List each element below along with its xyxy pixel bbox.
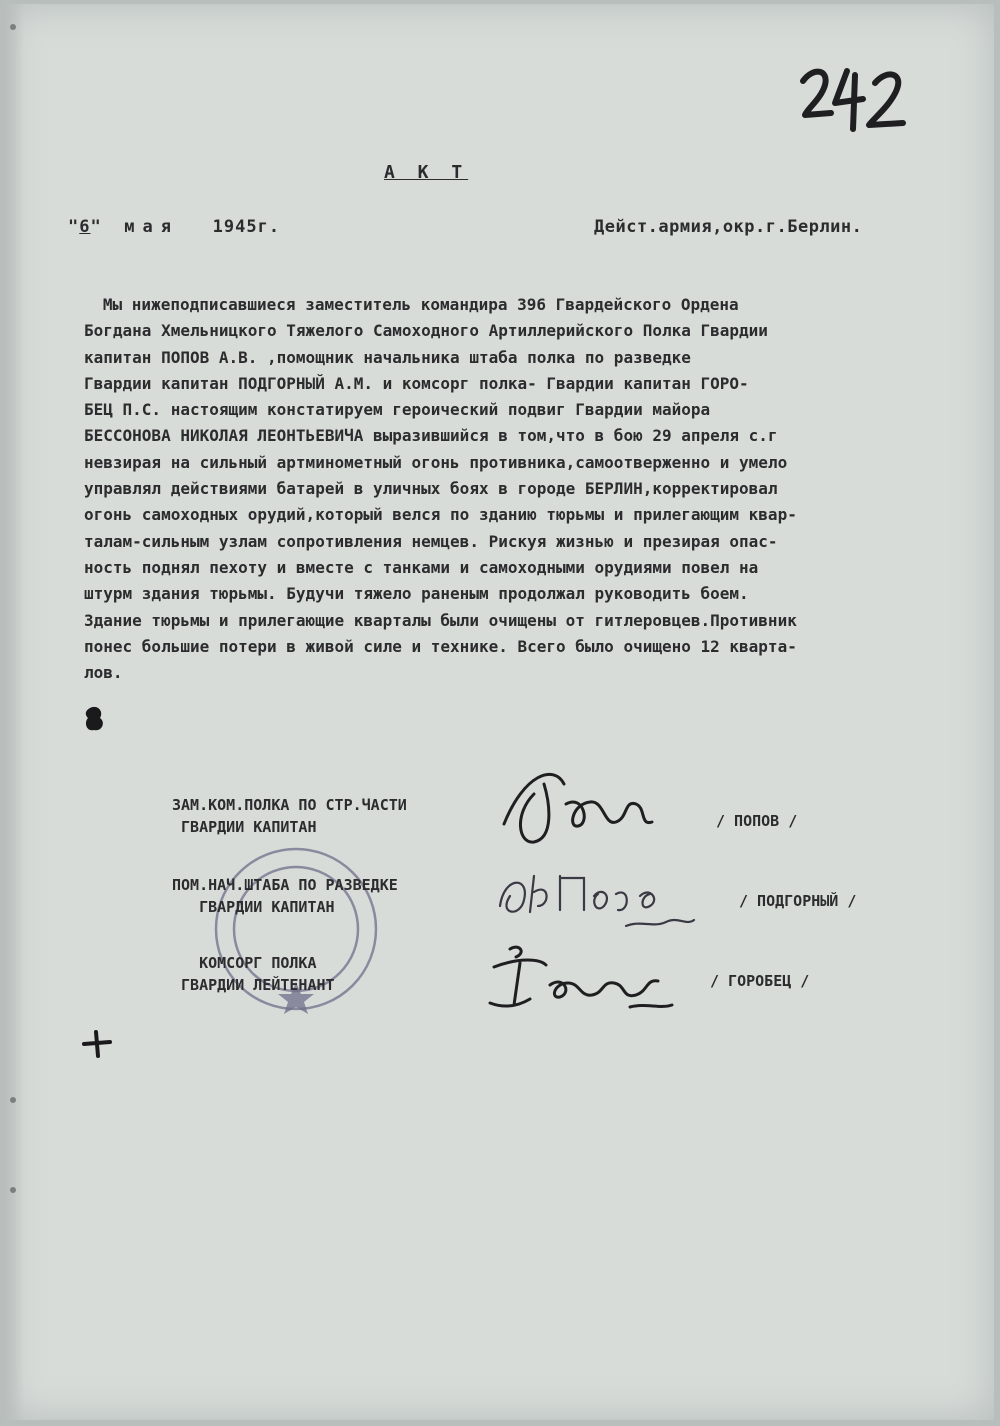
body-line: огонь самоходных орудий,который велся по зданию тюрьмы и прилегающим квар-: [84, 505, 797, 525]
body-line: БЕССОНОВА НИКОЛАЯ ЛЕОНТЬЕВИЧА выразившийся в том,что в бою 29 апреля с.г: [84, 426, 778, 446]
body-line: талам-сильным узлам сопротивления немцев. Рискуя жизнью и презирая опас-: [84, 531, 778, 551]
signature-role-1: [172, 794, 407, 838]
body-line: Мы нижеподписавшиеся заместитель командира 396 Гвардейского Ордена: [74, 295, 739, 314]
body-line: понес большие потери в живой силе и технике. Всего было очищено 12 кварта-: [84, 636, 797, 656]
body-line: Гвардии капитан ПОДГОРНЫЙ А.М. и комсорг полка- Гвардии капитан ГОРО-: [84, 373, 749, 393]
document-date: [68, 217, 280, 237]
ink-blot: [82, 704, 108, 734]
role-line: ГВАРДИИ ЛЕЙТЕНАНТ: [172, 976, 335, 994]
signature-role-3: [172, 952, 335, 996]
date-day: 6: [79, 217, 91, 237]
document-body: [74, 292, 984, 686]
handwritten-signature-2: [490, 856, 700, 946]
binding-hole-top: [10, 24, 16, 30]
date-quote-close: ": [90, 217, 102, 237]
date-year: 1945г.: [212, 217, 281, 237]
document-place: Дейст.армия,окр.г.Берлин.: [594, 217, 863, 237]
binding-hole-lower: [10, 1187, 16, 1193]
role-line: ГВАРДИИ КАПИТАН: [172, 898, 335, 916]
handwritten-signature-1: [494, 764, 664, 854]
document-title: А К Т: [384, 162, 469, 183]
body-line: Здание тюрьмы и прилегающие кварталы были очищены от гитлеровцев.Противник: [84, 610, 797, 630]
body-line: БЕЦ П.С. настоящим констатируем героический подвиг Гвардии майора: [84, 400, 711, 420]
body-line: ность поднял пехоту и вместе с танками и самоходными орудиями повел на: [84, 557, 759, 577]
role-line: КОМСОРГ ПОЛКА: [172, 954, 317, 972]
signature-name-1: / ПОПОВ /: [716, 812, 798, 830]
signature-role-2: [172, 874, 398, 918]
body-line: капитан ПОПОВ А.В. ,помощник начальника штаба полка по разведке: [84, 347, 691, 367]
handwritten-archive-number: [799, 59, 909, 139]
date-month: мая: [124, 217, 179, 237]
handwritten-signature-3: [480, 939, 680, 1019]
body-line: управлял действиями батарей в уличных боях в городе БЕРЛИН,корректировал: [84, 479, 778, 499]
body-line: Богдана Хмельницкого Тяжелого Самоходного Артиллерийского Полка Гвардии: [84, 321, 768, 341]
ink-cross-mark: [80, 1028, 114, 1058]
body-line: штурм здания тюрьмы. Будучи тяжело раненым продолжал руководить боем.: [84, 584, 749, 604]
page-edge-shadow: [4, 4, 24, 1420]
signature-name-2: / ПОДГОРНЫЙ /: [739, 892, 857, 910]
document-page: [4, 4, 994, 1420]
role-line: ПОМ.НАЧ.ШТАБА ПО РАЗВЕДКЕ: [172, 876, 398, 894]
body-line: невзирая на сильный артминометный огонь противника,самоотверженно и умело: [84, 452, 788, 472]
body-line: лов.: [84, 663, 123, 683]
role-line: ГВАРДИИ КАПИТАН: [172, 818, 317, 836]
date-quote-open: ": [68, 217, 80, 237]
signature-name-3: / ГОРОБЕЦ /: [710, 972, 810, 990]
role-line: ЗАМ.КОМ.ПОЛКА ПО СТР.ЧАСТИ: [172, 796, 407, 814]
binding-hole-middle: [10, 1097, 16, 1103]
